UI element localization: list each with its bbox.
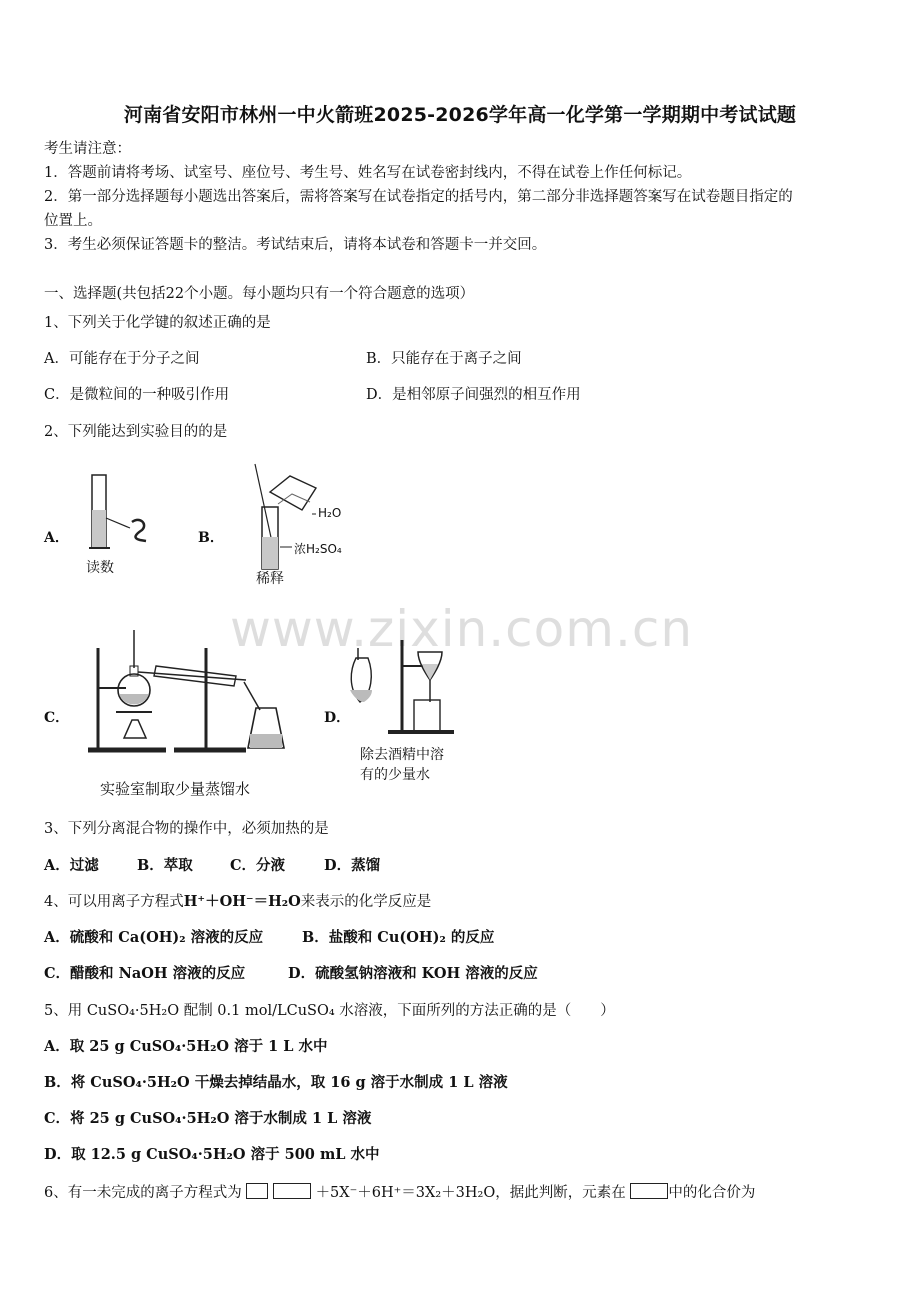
figure-b-acid-label: 浓H₂SO₄ <box>294 542 342 556</box>
q4-stem-equation: H⁺＋OH⁻＝H₂O <box>183 893 301 910</box>
q5-option-a: A．取 25 g CuSO₄·5H₂O 溶于 1 L 水中 <box>44 1038 328 1055</box>
q4-stem-post: 来表示的化学反应是 <box>300 894 432 910</box>
q2-label-d: D． <box>324 710 351 726</box>
figure-c-caption: 实验室制取少量蒸馏水 <box>100 780 251 798</box>
q3-option-a: A．过滤 <box>44 857 99 874</box>
notice-item-3: 3．考生必须保证答题卡的整洁。考试结束后，请将本试卷和答题卡一并交回。 <box>44 237 547 253</box>
q2-label-b: B． <box>198 530 224 546</box>
notice-item-2: 2．第一部分选择题每小题选出答案后，需将答案写在试卷指定的括号内，第二部分非选择题答案写在试卷题目指定的 <box>44 189 793 205</box>
figure-b-caption: 稀释 <box>256 571 284 587</box>
page-title: 河南省安阳市林州一中火箭班2025-2026学年高一化学第一学期期中考试试题 <box>123 104 797 126</box>
q4-option-c: C．醋酸和 NaOH 溶液的反应 <box>44 965 246 982</box>
q5-stem: 5、用 CuSO₄·5H₂O 配制 0.1 mol/LCuSO₄ 水溶液，下面所列的方法正确的是（ ） <box>44 1003 615 1019</box>
q4-stem-pre: 4、可以用离子方程式 <box>44 894 184 910</box>
q4-option-d: D．硫酸氢钠溶液和 KOH 溶液的反应 <box>288 965 538 982</box>
q4-stem <box>44 893 431 911</box>
q1-option-a: A．可能存在于分子之间 <box>44 351 200 367</box>
q6-blank-box-3 <box>630 1183 668 1199</box>
q3-option-d: D．蒸馏 <box>324 857 381 874</box>
q4-option-a: A．硫酸和 Ca(OH)₂ 溶液的反应 <box>44 929 264 946</box>
q1-option-d: D．是相邻原子间强烈的相互作用 <box>366 387 581 403</box>
q6-blank-box-1 <box>246 1183 268 1199</box>
notice-heading: 考生请注意： <box>44 141 131 157</box>
q6-stem-pre: 6、有一未完成的离子方程式为 <box>44 1185 242 1201</box>
q6-blank-box-2 <box>273 1183 311 1199</box>
q1-option-c: C．是微粒间的一种吸引作用 <box>44 387 230 403</box>
q3-stem: 3、下列分离混合物的操作中，必须加热的是 <box>44 821 329 837</box>
figure-d-caption-1: 除去酒精中溶 <box>360 747 444 763</box>
figure-d-caption-2: 有的少量水 <box>360 767 430 783</box>
q2-label-a: A． <box>44 530 69 546</box>
q6-stem-post: 中的化合价为 <box>668 1185 756 1201</box>
figure-d-separatory-funnel <box>344 638 464 738</box>
q2-label-c: C． <box>44 710 70 726</box>
q5-option-d: D．取 12.5 g CuSO₄·5H₂O 溶于 500 mL 水中 <box>44 1146 380 1163</box>
figure-c-distillation <box>86 628 296 768</box>
q5-option-b: B．将 CuSO₄·5H₂O 干燥去掉结晶水，取 16 g 溶于水制成 1 L 溶液 <box>44 1074 508 1091</box>
q6-stem-mid: ＋5X⁻＋6H⁺＝3X₂＋3H₂O，据此判断，元素在 <box>315 1185 626 1201</box>
q6-stem <box>44 1183 755 1202</box>
q3-option-c: C．分液 <box>230 857 286 874</box>
q5-option-c: C．将 25 g CuSO₄·5H₂O 溶于水制成 1 L 溶液 <box>44 1110 372 1127</box>
figure-b-h2o-label: H₂O <box>318 506 342 520</box>
figure-b-dilution <box>250 462 350 582</box>
figure-a-caption: 读数 <box>86 560 114 576</box>
q3-option-b: B．萃取 <box>137 857 193 874</box>
section-heading: 一、选择题(共包括22个小题。每小题均只有一个符合题意的选项） <box>44 286 475 302</box>
q1-stem: 1、下列关于化学键的叙述正确的是 <box>44 315 271 331</box>
q4-option-b: B．盐酸和 Cu(OH)₂ 的反应 <box>302 929 495 946</box>
q2-stem: 2、下列能达到实验目的的是 <box>44 424 228 440</box>
watermark: www.zixin.com.cn <box>230 600 694 658</box>
q1-option-b: B．只能存在于离子之间 <box>366 351 522 367</box>
notice-item-2-cont: 位置上。 <box>44 213 102 229</box>
notice-item-1: 1．答题前请将考场、试室号、座位号、考生号、姓名写在试卷密封线内，不得在试卷上作任何标记。 <box>44 165 692 181</box>
